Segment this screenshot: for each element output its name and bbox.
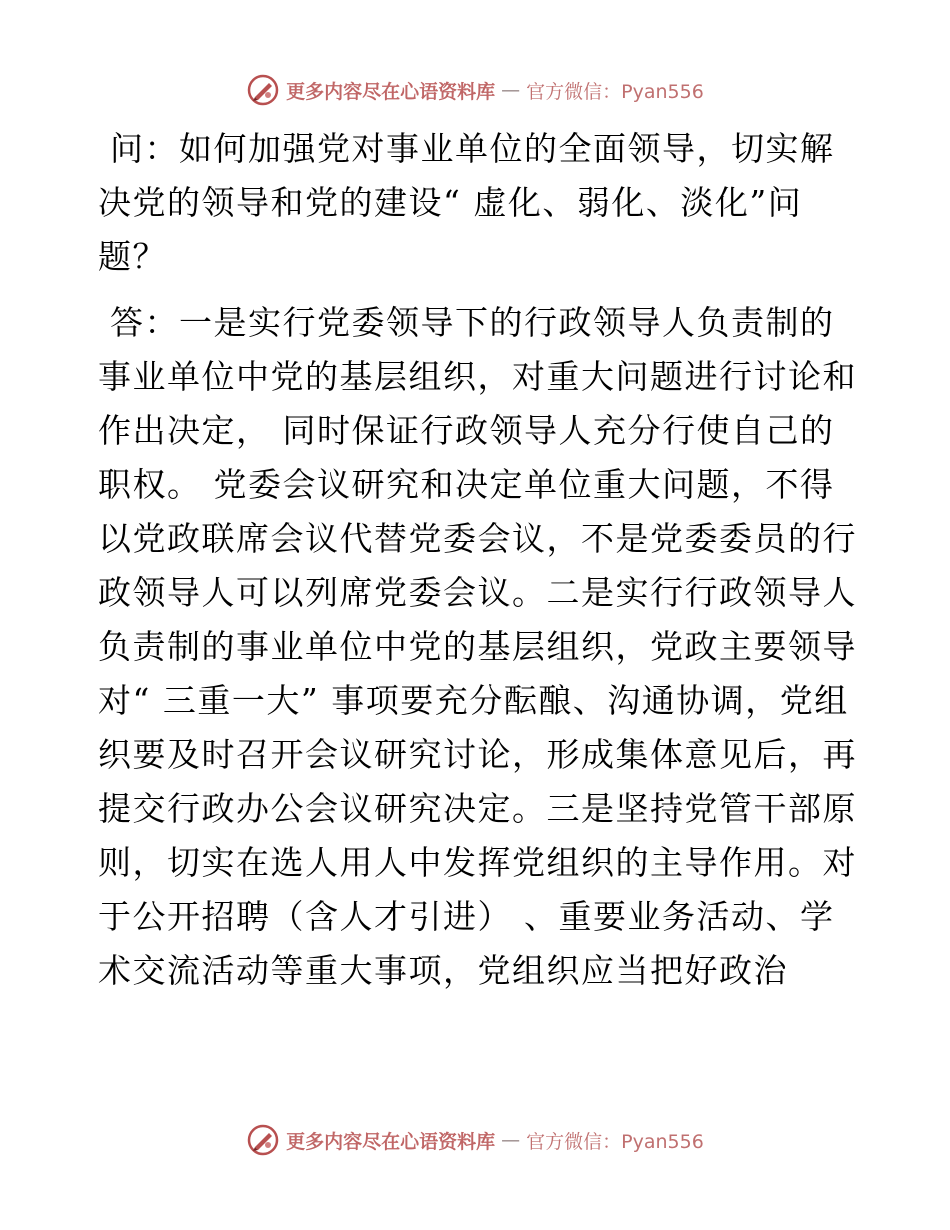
question-paragraph <box>98 122 858 284</box>
answer-text: 答：一是实行党委领导下的行政领导人负责制的事业单位中党的基层组织，对重大问题进行讨论和作出决定， 同时保证行政领导人充分行使自己的职权。 党委会议研究和决定单位重大问题，不得以党政联席会议代替党委会议，不是党委委员的行政领导人可以列席党委会议。二是实行行政领导人负责制的事业单位中党的基层组织，党政主要领导对“ 三重一大” 事项要充分酝酿、沟通协调，党组织要及时召开会议研究讨论，形成集体意见后，再提交行政办公会议研究决定。三是坚持党管干部原则，切实在选人用人中发挥党组织的主导作用。对于公开招聘（含人才引进） 、重要业务活动、学术交流活动等重大事项，党组织应当把好政治 <box>98 303 857 990</box>
document-body <box>98 122 858 998</box>
watermark-separator: — <box>501 79 521 101</box>
watermark-account: 官方微信：Pyan556 <box>526 1130 704 1153</box>
pen-logo-icon <box>246 1123 280 1157</box>
answer-paragraph <box>98 296 858 998</box>
watermark-account: 官方微信：Pyan556 <box>526 80 704 103</box>
watermark-header <box>0 70 950 110</box>
watermark-footer <box>0 1120 950 1160</box>
watermark-text: 更多内容尽在心语资料库 <box>286 1130 496 1153</box>
pen-logo-icon <box>246 73 280 107</box>
watermark-text: 更多内容尽在心语资料库 <box>286 80 496 103</box>
question-text: 问：如何加强党对事业单位的全面领导，切实解决党的领导和党的建设“ 虚化、弱化、淡化”问题？ <box>98 129 835 276</box>
watermark-separator: — <box>501 1129 521 1151</box>
